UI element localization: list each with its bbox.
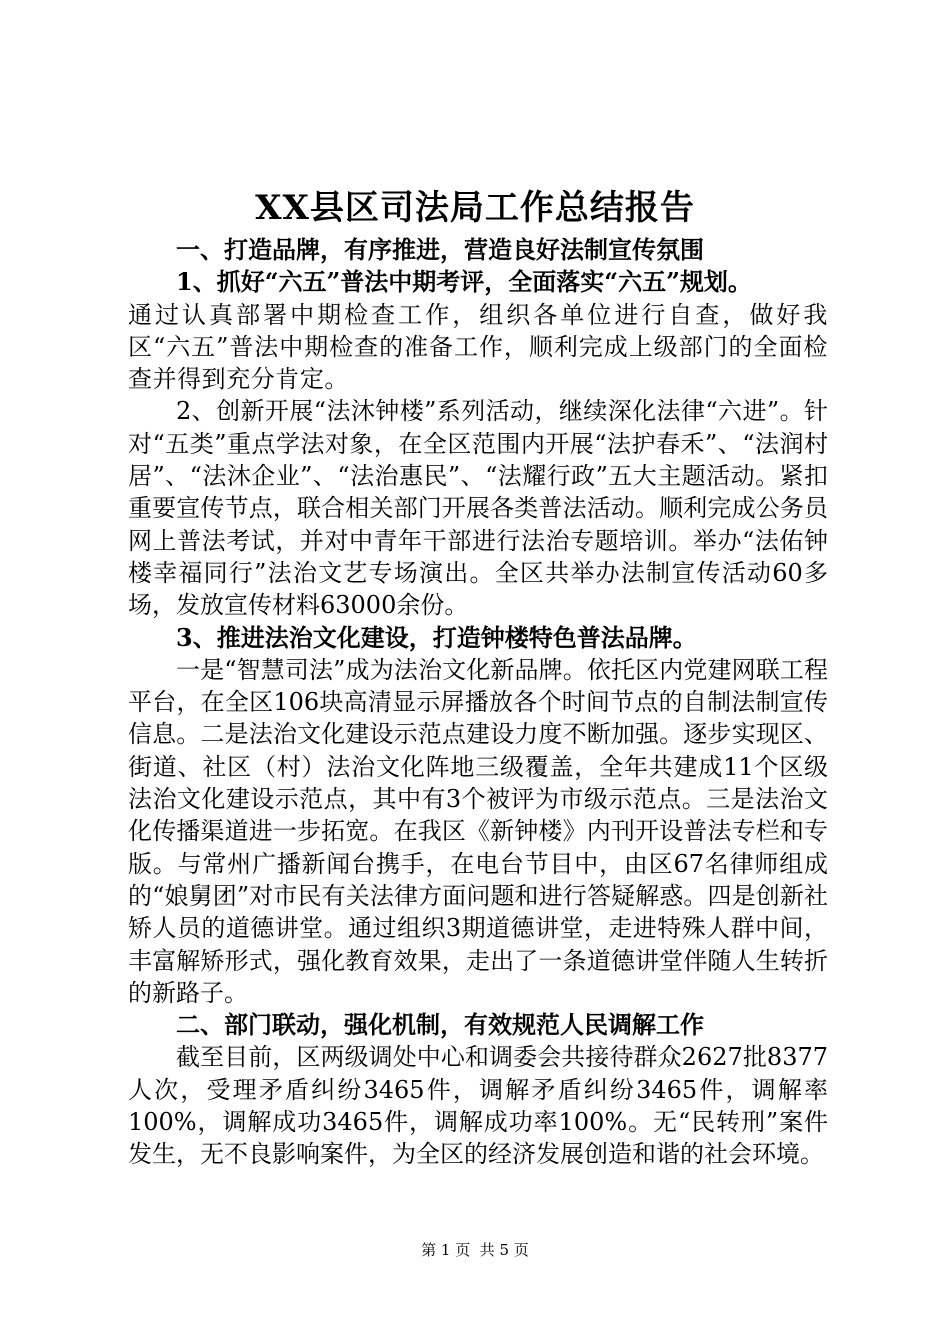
section-heading-2: 二、部门联动，强化机制，有效规范人民调解工作 [176, 1010, 704, 1040]
page-footer [0, 1240, 950, 1260]
subsection-heading-1: 1、抓好“六五”普法中期考评，全面落实“六五”规划。 [176, 267, 752, 297]
section-heading-1: 一、打造品牌，有序推进，营造良好法制宣传氛围 [176, 235, 704, 264]
body-paragraph-3: 一是“智慧司法”成为法治文化新品牌。依托区内党建网联工程平台，在全区106块高清显示屏播放各个时间节点的自制法制宣传信息。二是法治文化建设示范点建设力度不断加强。逐步实现区、街道、社区（村）法治文化阵地三级覆盖，全年共建成11个区级法治文化建设示范点，其中有3个被评为市级示范点。三是法治文化传播渠道进一步拓宽。在我区《新钟楼》内刊开设普法专栏和专版。与常州广播新闻台携手，在电台节目中，由区67名律师组成的“娘舅团”对市民有关法律方面问题和进行答疑解惑。四是创新社矫人员的道德讲堂。通过组织3期道德讲堂，走进特殊人群中间，丰富解矫形式，强化教育效果，走出了一条道德讲堂伴随人生转折的新路子。 [128, 655, 828, 1007]
document-title: XX县区司法局工作总结报告 [255, 188, 695, 228]
subsection-heading-3: 3、推进法治文化建设，打造钟楼特色普法品牌。 [176, 622, 697, 652]
page-number-label: 第 1 页 共 5 页 [421, 1241, 529, 1259]
body-paragraph-2: 2、创新开展“法沐钟楼”系列活动，继续深化法律“六进”。针对“五类”重点学法对象，在全区范围内开展“法护春禾”、“法润村居”、“法沐企业”、“法治惠民”、“法耀行政”五大主题活动。紧扣重要宣传节点，联合相关部门开展各类普法活动。顺利完成公务员网上普法考试，并对中青年干部进行法治专题培训。举办“法佑钟楼幸福同行”法治文艺专场演出。全区共举办法制宣传活动60多场，发放宣传材料63000余份。 [128, 397, 828, 620]
document-body [128, 234, 828, 1171]
body-paragraph-4: 截至目前，区两级调处中心和调委会共接待群众2627批8377人次，受理矛盾纠纷3465件，调解矛盾纠纷3465件，调解率100%，调解成功3465件，调解成功率100%。无“民转刑”案件发生，无不良影响案件，为全区的经济发展创造和谐的社会环境。 [128, 1043, 828, 1169]
body-paragraph-1: 通过认真部署中期检查工作，组织各单位进行自查，做好我区“六五”普法中期检查的准备工作，顺利完成上级部门的全面检查并得到充分肯定。 [128, 300, 828, 394]
